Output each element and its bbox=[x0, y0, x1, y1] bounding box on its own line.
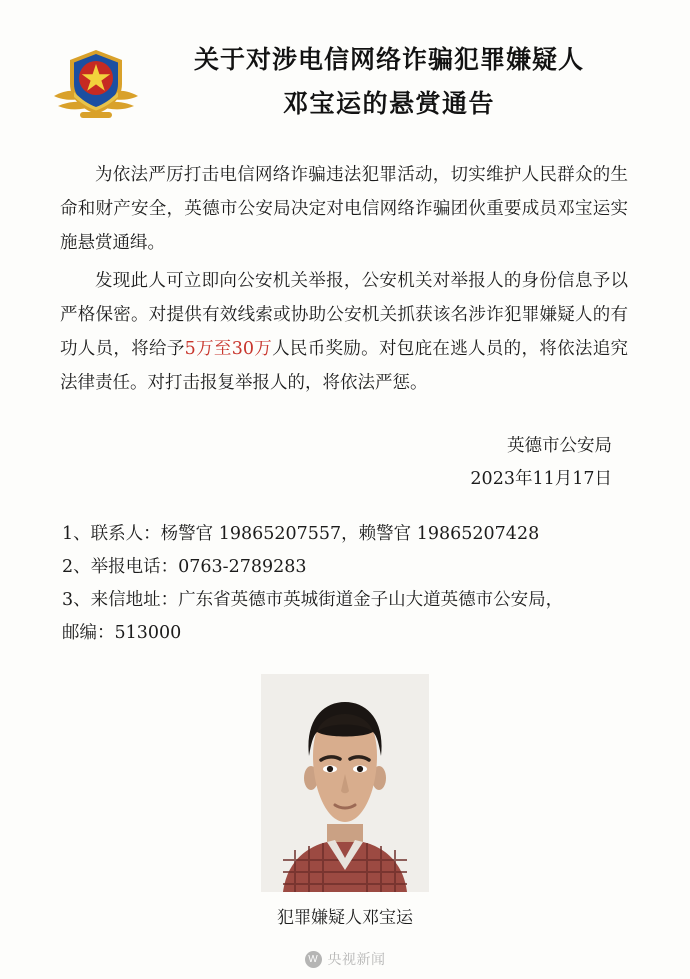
report-phone-label: 2、举报电话： bbox=[62, 557, 179, 577]
issue-date: 2023年11月17日 bbox=[470, 469, 612, 489]
paragraph-2 bbox=[60, 264, 628, 400]
reward-amount: 5万至30万 bbox=[184, 339, 273, 359]
contact-person-label: 1、联系人： bbox=[62, 524, 161, 544]
contact-list bbox=[0, 496, 690, 650]
paragraph-1 bbox=[60, 158, 628, 260]
paragraph-2-text-b: 人民币奖励。对包庇在逃人员的，将依法追究法律责任。对打击报复举报人的，将依法严惩。 bbox=[60, 339, 629, 393]
weibo-icon: W bbox=[305, 951, 322, 968]
paragraph-2-text-a: 发现此人可立即向公安机关举报，公安机关对举报人的身份信息予以严格保密。对提供有效线索或协助公安机关抓获该名涉诈犯罪嫌疑人的有功人员，将给予 bbox=[60, 271, 628, 359]
signature-block bbox=[0, 404, 690, 496]
notice-title-line1: 关于对涉电信网络诈骗犯罪嫌疑人 bbox=[193, 45, 584, 74]
notice-body bbox=[0, 130, 690, 400]
suspect-photo-area bbox=[0, 674, 690, 928]
contact-person-row bbox=[62, 518, 630, 551]
police-emblem-icon bbox=[50, 44, 142, 130]
issuing-authority: 英德市公安局 bbox=[507, 436, 612, 456]
mail-address-row bbox=[62, 584, 630, 617]
paragraph-1-text: 为依法严厉打击电信网络诈骗违法犯罪活动，切实维护人民群众的生命和财产安全，英德市公安局决定对电信网络诈骗团伙重要成员邓宝运实施悬赏通缉。 bbox=[60, 165, 628, 253]
notice-header bbox=[0, 0, 690, 130]
notice-title bbox=[142, 38, 630, 126]
report-phone-value: 0763-2789283 bbox=[178, 557, 307, 577]
mail-address-label: 3、来信地址： bbox=[62, 590, 179, 610]
suspect-portrait bbox=[261, 674, 429, 892]
photo-caption: 犯罪嫌疑人邓宝运 bbox=[277, 908, 413, 928]
postal-code-row: 邮编：513000 bbox=[62, 623, 182, 643]
mail-address-value: 广东省英德市英城街道金子山大道英德市公安局， bbox=[178, 590, 564, 610]
report-phone-row bbox=[62, 551, 630, 584]
contact-person-value: 杨警官 19865207557，赖警官 19865207428 bbox=[160, 524, 540, 544]
source-watermark bbox=[0, 949, 690, 969]
source-label: 央视新闻 bbox=[327, 951, 386, 967]
notice-title-line2: 邓宝运的悬赏通告 bbox=[282, 89, 495, 118]
